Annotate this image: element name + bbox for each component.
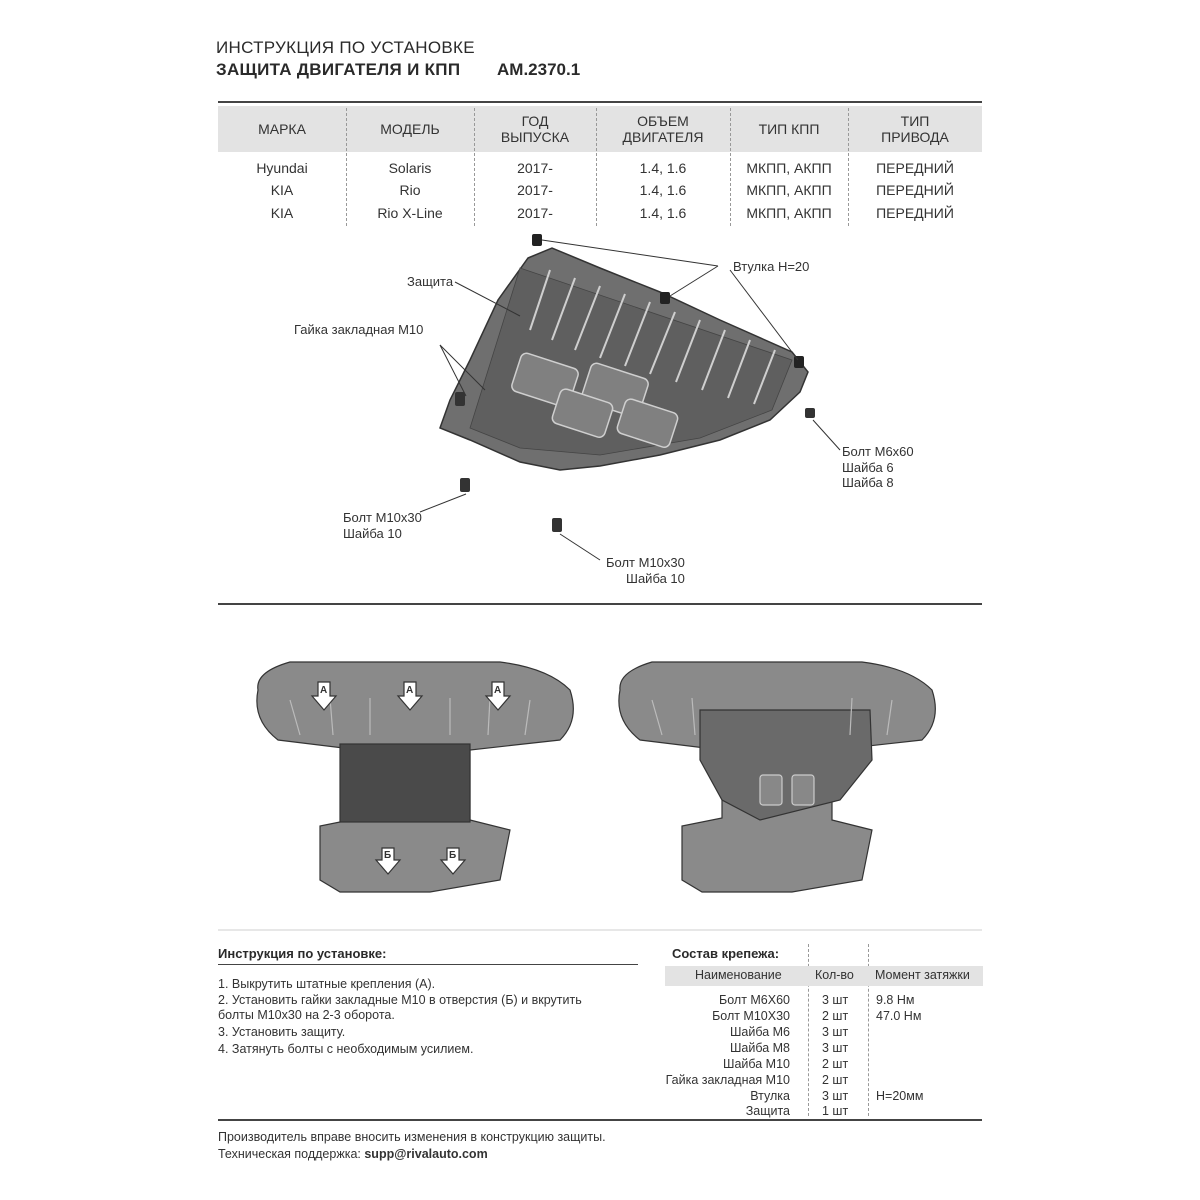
fasteners-header bbox=[665, 966, 983, 986]
cell-engine: 1.4, 1.6 bbox=[639, 160, 687, 176]
car-underside-before bbox=[257, 662, 573, 892]
marker-b: Б bbox=[449, 850, 457, 861]
cell-year: 2017- bbox=[517, 182, 553, 198]
fastener-qty: 3 шт bbox=[822, 1025, 849, 1039]
cell-drive: ПЕРЕДНИЙ bbox=[876, 205, 954, 221]
fastener-header-torque: Момент затяжки bbox=[875, 968, 970, 982]
fastener-qty: 3 шт bbox=[822, 1089, 849, 1103]
cell-brand: Hyundai bbox=[256, 160, 308, 176]
cell-model: Rio bbox=[399, 182, 421, 198]
label-guard: Защита bbox=[407, 274, 454, 289]
marker-a: А bbox=[494, 685, 502, 696]
support-email-link[interactable]: supp@rivalauto.com bbox=[364, 1147, 488, 1161]
fastener-name: Шайба М8 bbox=[729, 1041, 790, 1055]
cell-drive: ПЕРЕДНИЙ bbox=[876, 160, 954, 176]
cell-engine: 1.4, 1.6 bbox=[639, 182, 687, 198]
fastener-qty: 1 шт bbox=[822, 1104, 849, 1118]
footer-note: Производитель вправе вносить изменения в конструкцию защиты. bbox=[218, 1130, 606, 1144]
label-nut: Гайка закладная М10 bbox=[294, 322, 424, 337]
cell-year: 2017- bbox=[517, 160, 553, 176]
cell-model: Solaris bbox=[388, 160, 432, 176]
fastener-name: Болт М10Х30 bbox=[712, 1009, 790, 1023]
fastener-name: Шайба М6 bbox=[729, 1025, 790, 1039]
car-underside-after bbox=[619, 662, 935, 892]
instruction-step: болты М10х30 на 2-3 оборота. bbox=[218, 1008, 395, 1022]
fastener-qty: 2 шт bbox=[822, 1009, 849, 1023]
fastener-name: Гайка закладная М10 bbox=[665, 1073, 790, 1087]
sleeve-part bbox=[794, 356, 804, 368]
fastener-qty: 2 шт bbox=[822, 1073, 849, 1087]
support-label: Техническая поддержка: bbox=[218, 1147, 361, 1161]
instruction-step: 4. Затянуть болты с необходимым усилием. bbox=[218, 1042, 474, 1056]
fastener-header-qty: Кол-во bbox=[815, 968, 854, 982]
fastener-qty: 3 шт bbox=[822, 993, 849, 1007]
col-model: МОДЕЛЬ bbox=[380, 120, 440, 137]
bolt-bottom-part bbox=[552, 518, 562, 532]
fastener-torque: 47.0 Нм bbox=[876, 1009, 922, 1023]
cell-brand: KIA bbox=[270, 182, 294, 198]
col-brand: МАРКА bbox=[258, 120, 306, 137]
footer-divider bbox=[218, 1119, 982, 1121]
bolt-m6-part bbox=[805, 408, 815, 418]
article-number: AM.2370.1 bbox=[497, 60, 581, 79]
label-bolt-bottom: Болт М10х30 Шайба 10 bbox=[606, 555, 685, 586]
cell-gearbox: МКПП, АКПП bbox=[746, 182, 832, 198]
cell-model: Rio X-Line bbox=[377, 205, 443, 221]
nut-part bbox=[455, 392, 465, 406]
marker-a: А bbox=[320, 685, 328, 696]
fastener-qty: 2 шт bbox=[822, 1057, 849, 1071]
cell-drive: ПЕРЕДНИЙ bbox=[876, 182, 954, 198]
label-bolt-left: Болт М10х30 Шайба 10 bbox=[343, 510, 422, 541]
instruction-step: 1. Выкрутить штатные крепления (А). bbox=[218, 977, 436, 991]
fasteners-title: Состав крепежа: bbox=[672, 946, 780, 961]
instruction-step: 2. Установить гайки закладные М10 в отверстия (Б) и вкрутить bbox=[218, 993, 582, 1007]
fastener-name: Втулка bbox=[750, 1089, 790, 1103]
label-sleeve: Втулка Н=20 bbox=[733, 259, 810, 274]
label-bolt-m6: Болт М6х60 Шайба 6 Шайба 8 bbox=[842, 444, 914, 491]
col-engine: ОБЪЕМ ДВИГАТЕЛЯ bbox=[622, 112, 704, 145]
cell-gearbox: МКПП, АКПП bbox=[746, 205, 832, 221]
fastener-header-name: Наименование bbox=[695, 968, 782, 982]
fastener-name: Болт М6Х60 bbox=[719, 993, 790, 1007]
sleeve-part bbox=[532, 234, 542, 246]
cell-year: 2017- bbox=[517, 205, 553, 221]
cell-gearbox: МКПП, АКПП bbox=[746, 160, 832, 176]
fastener-qty: 3 шт bbox=[822, 1041, 849, 1055]
bolt-left-part bbox=[460, 478, 470, 492]
col-year: ГОД ВЫПУСКА bbox=[500, 112, 570, 145]
guard-plate bbox=[440, 248, 808, 470]
doc-title-line2: ЗАЩИТА ДВИГАТЕЛЯ И КПП bbox=[216, 60, 461, 79]
instruction-step: 3. Установить защиту. bbox=[218, 1025, 346, 1039]
fastener-torque: Н=20мм bbox=[876, 1089, 924, 1103]
instructions-title: Инструкция по установке: bbox=[218, 946, 387, 961]
instructions-divider bbox=[218, 964, 638, 965]
marker-a: А bbox=[406, 685, 414, 696]
fastener-name: Защита bbox=[745, 1104, 790, 1118]
fastener-torque: 9.8 Нм bbox=[876, 993, 915, 1007]
marker-b: Б bbox=[384, 850, 392, 861]
col-drive: ТИП ПРИВОДА bbox=[881, 112, 949, 145]
sleeve-part bbox=[660, 292, 670, 304]
doc-title-line1: ИНСТРУКЦИЯ ПО УСТАНОВКЕ bbox=[216, 38, 475, 57]
footer-support bbox=[218, 1147, 488, 1161]
fastener-name: Шайба М10 bbox=[722, 1057, 790, 1071]
cell-brand: KIA bbox=[270, 205, 294, 221]
col-gearbox: ТИП КПП bbox=[758, 120, 820, 137]
cell-engine: 1.4, 1.6 bbox=[639, 205, 687, 221]
